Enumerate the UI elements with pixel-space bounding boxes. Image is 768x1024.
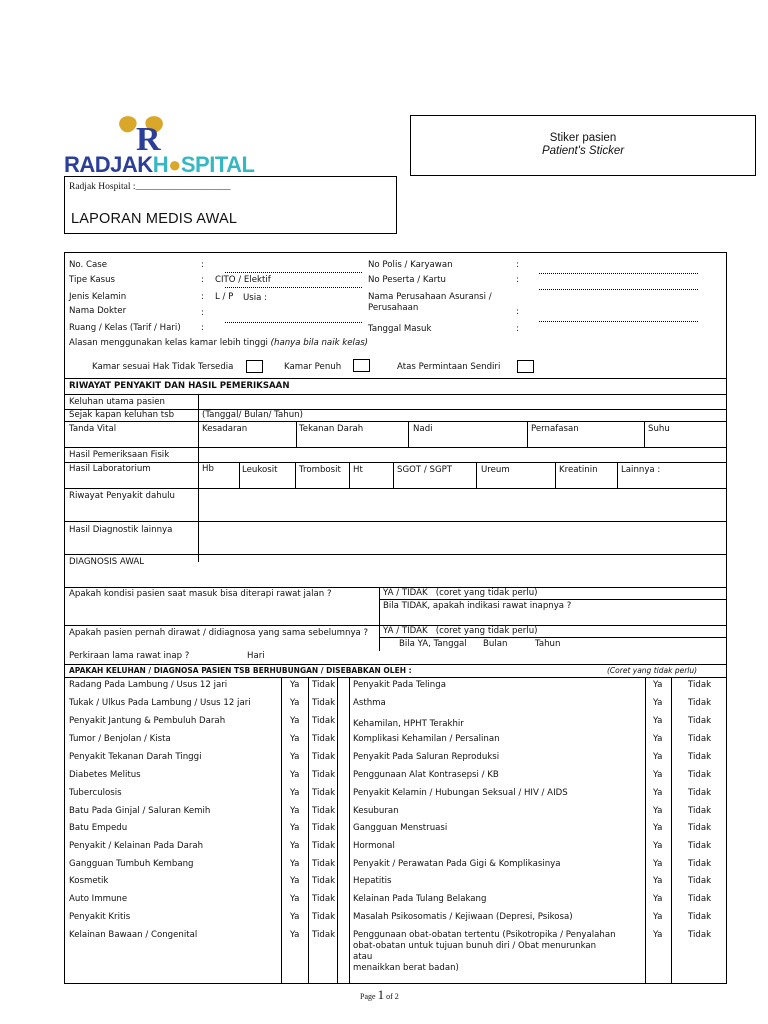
lab-ureum: Ureum — [481, 465, 510, 475]
condition-left-tidak[interactable]: Tidak — [312, 806, 336, 816]
no-peserta-field[interactable] — [539, 289, 698, 290]
condition-right-tidak[interactable]: Tidak — [688, 788, 712, 798]
medical-form — [64, 252, 727, 984]
label-laboratorium: Hasil Laboratorium — [69, 464, 151, 474]
coret-note: (Coret yang tidak perlu) — [607, 666, 698, 675]
jenis-kelamin-value[interactable]: L / P — [215, 292, 234, 302]
logo-text-spital: SPITAL — [180, 152, 255, 177]
label-suhu: Suhu — [648, 424, 670, 434]
colon: : — [201, 292, 204, 302]
sejak-value[interactable]: (Tanggal/ Bulan/ Tahun) — [202, 410, 303, 420]
label-tekanan-darah: Tekanan Darah — [299, 424, 364, 434]
question-dirawat-sebelumnya: Apakah pasien pernah dirawat / didiagnosa yang sama sebelumnya ? — [69, 628, 369, 638]
condition-left-tidak[interactable]: Tidak — [312, 841, 336, 851]
answer-dirawat-sebelumnya[interactable]: YA / TIDAK (coret yang tidak perlu) — [383, 626, 538, 636]
section-apakah: APAKAH KELUHAN / DIAGNOSA PASIEN TSB BERHUBUNGAN / DISEBABKAN OLEH : — [69, 666, 412, 675]
condition-right-ya[interactable]: Ya — [653, 752, 663, 762]
label-pemeriksaan-fisik: Hasil Pemeriksaan Fisik — [69, 450, 170, 460]
condition-right: Masalah Psikosomatis / Kejiwaan (Depresi, Psikosa) — [353, 912, 573, 922]
condition-right-tidak[interactable]: Tidak — [688, 770, 712, 780]
condition-left-ya[interactable]: Ya — [290, 823, 300, 833]
colon: : — [516, 307, 519, 317]
page-footer: Page 1 of 2 — [360, 987, 399, 1002]
condition-right-tidak[interactable]: Tidak — [688, 752, 712, 762]
condition-right-tidak[interactable]: Tidak — [688, 930, 712, 940]
lab-lainnya: Lainnya : — [621, 465, 661, 475]
condition-right-ya[interactable]: Ya — [653, 859, 663, 869]
lab-kreatinin: Kreatinin — [559, 465, 598, 475]
label-bila-ya-tanggal: Bila YA, Tanggal — [399, 639, 467, 649]
label-riwayat-dahulu: Riwayat Penyakit dahulu — [69, 491, 175, 501]
no-polis-field[interactable] — [539, 273, 698, 274]
lab-trombosit: Trombosit — [299, 465, 341, 475]
condition-left: Radang Pada Lambung / Usus 12 jari — [69, 680, 228, 690]
condition-right: Kehamilan, HPHT Terakhir — [353, 719, 464, 729]
condition-right-tidak[interactable]: Tidak — [688, 912, 712, 922]
condition-left-ya[interactable]: Ya — [290, 912, 300, 922]
condition-left: Auto Immune — [69, 894, 128, 904]
label-kesadaran: Kesadaran — [202, 424, 248, 434]
condition-left-tidak[interactable]: Tidak — [312, 680, 336, 690]
label-no-case: No. Case — [69, 260, 108, 270]
condition-left-tidak[interactable]: Tidak — [312, 770, 336, 780]
label-diagnosis-awal: DIAGNOSIS AWAL — [69, 557, 145, 567]
label-usia: Usia : — [243, 293, 268, 303]
condition-left: Penyakit Tekanan Darah Tinggi — [69, 752, 202, 762]
colon: : — [201, 275, 204, 285]
tipe-kasus-field[interactable] — [225, 287, 362, 288]
colon: : — [201, 323, 204, 333]
condition-left: Gangguan Tumbuh Kembang — [69, 859, 194, 869]
condition-left-tidak[interactable]: Tidak — [312, 716, 336, 726]
condition-left: Penyakit Jantung & Pembuluh Darah — [69, 716, 226, 726]
condition-right: Kesuburan — [353, 806, 399, 816]
condition-right-ya[interactable]: Ya — [653, 841, 663, 851]
label-tahun: Tahun — [535, 639, 561, 649]
section-riwayat: RIWAYAT PENYAKIT DAN HASIL PEMERIKSAAN — [69, 381, 290, 391]
condition-left: Diabetes Melitus — [69, 770, 141, 780]
label-nadi: Nadi — [413, 424, 433, 434]
alasan-label: Alasan menggunakan kelas kamar lebih tinggi (hanya bila naik kelas) — [69, 338, 369, 348]
lab-leukosit: Leukosit — [242, 465, 278, 475]
condition-left-ya[interactable]: Ya — [290, 680, 300, 690]
condition-left-tidak[interactable]: Tidak — [312, 912, 336, 922]
answer-rawat-jalan[interactable]: YA / TIDAK (coret yang tidak perlu) — [383, 588, 538, 598]
condition-left: Tuberculosis — [69, 788, 122, 798]
condition-right-ya[interactable]: Ya — [653, 876, 663, 886]
option-kamar-penuh: Kamar Penuh — [284, 362, 342, 372]
colon: : — [201, 308, 204, 318]
condition-left-tidak[interactable]: Tidak — [312, 859, 336, 869]
condition-right-ya[interactable]: Ya — [653, 698, 663, 708]
checkbox-kamar-penuh[interactable] — [353, 359, 370, 372]
condition-right-tidak[interactable]: Tidak — [688, 894, 712, 904]
condition-right: Hormonal — [353, 841, 395, 851]
label-hari: Hari — [247, 651, 265, 661]
condition-right: Komplikasi Kehamilan / Persalinan — [353, 734, 500, 744]
condition-right-tidak[interactable]: Tidak — [688, 680, 712, 690]
condition-right-ya[interactable]: Ya — [653, 716, 663, 726]
condition-left-ya[interactable]: Ya — [290, 806, 300, 816]
condition-left-tidak[interactable]: Tidak — [312, 734, 336, 744]
option-kamar-tidak-tersedia: Kamar sesuai Hak Tidak Tersedia — [92, 362, 234, 372]
condition-left: Kosmetik — [69, 876, 109, 886]
label-tanggal-masuk: Tanggal Masuk — [368, 324, 432, 334]
sticker-label: Stiker pasien — [549, 132, 617, 144]
label-no-polis: No Polis / Karyawan — [368, 260, 453, 270]
label-nama-perusahaan: Nama Perusahaan Asuransi / — [368, 292, 492, 302]
label-sejak: Sejak kapan keluhan tsb — [69, 410, 175, 420]
question-rawat-jalan: Apakah kondisi pasien saat masuk bisa diterapi rawat jalan ? — [69, 589, 332, 599]
logo-text-o: ● — [168, 152, 181, 177]
condition-right: Penyakit / Perawatan Pada Gigi & Komplikasinya — [353, 859, 561, 869]
condition-left-ya[interactable]: Ya — [290, 859, 300, 869]
condition-left-tidak[interactable]: Tidak — [312, 788, 336, 798]
condition-left-tidak[interactable]: Tidak — [312, 930, 336, 940]
checkbox-kamar-tidak-tersedia[interactable] — [246, 360, 263, 373]
checkbox-permintaan-sendiri[interactable] — [517, 360, 534, 373]
condition-right-ya[interactable]: Ya — [653, 806, 663, 816]
no-case-field[interactable] — [225, 272, 362, 273]
condition-left: Tumor / Benjolan / Kista — [69, 734, 171, 744]
label-tipe-kasus: Tipe Kasus — [69, 275, 115, 285]
nama-dokter-field[interactable] — [225, 322, 362, 323]
condition-right-last-line: Penggunaan obat-obatan tertentu (Psikotropika / Penyalahan — [353, 930, 616, 940]
label-keluhan: Keluhan utama pasien — [69, 397, 165, 407]
report-header-box — [64, 176, 397, 234]
condition-right-ya[interactable]: Ya — [653, 823, 663, 833]
condition-right-ya[interactable]: Ya — [653, 788, 663, 798]
condition-right-tidak[interactable]: Tidak — [688, 698, 712, 708]
condition-right-tidak[interactable]: Tidak — [688, 734, 712, 744]
condition-right-last-line: atau — [353, 952, 373, 962]
label-diagnostik-lainnya: Hasil Diagnostik lainnya — [69, 525, 173, 535]
condition-right: Penggunaan Alat Kontrasepsi / KB — [353, 770, 499, 780]
hospital-logo — [64, 114, 278, 178]
condition-right-tidak[interactable]: Tidak — [688, 876, 712, 886]
label-perkiraan-rawat: Perkiraan lama rawat inap ? — [69, 651, 190, 661]
condition-left: Penyakit Kritis — [69, 912, 131, 922]
label-tanda-vital: Tanda Vital — [69, 424, 117, 434]
tipe-kasus-value[interactable]: CITO / Elektif — [215, 275, 271, 285]
condition-left-ya[interactable]: Ya — [290, 698, 300, 708]
condition-right: Gangguan Menstruasi — [353, 823, 448, 833]
colon: : — [201, 260, 204, 270]
condition-right-ya[interactable]: Ya — [653, 894, 663, 904]
svg-text:R: R — [136, 121, 161, 158]
condition-left-ya[interactable]: Ya — [290, 734, 300, 744]
label-pernafasan: Pernafasan — [531, 424, 579, 434]
condition-left-ya[interactable]: Ya — [290, 788, 300, 798]
condition-left-tidak[interactable]: Tidak — [312, 894, 336, 904]
condition-right-ya[interactable]: Ya — [653, 912, 663, 922]
condition-right: Penyakit Pada Telinga — [353, 680, 446, 690]
label-nama-dokter: Nama Dokter — [69, 306, 127, 316]
option-permintaan-sendiri: Atas Permintaan Sendiri — [397, 362, 501, 372]
condition-right-ya[interactable]: Ya — [653, 930, 663, 940]
colon: : — [516, 260, 519, 270]
condition-right-last-line: obat-obatan untuk tujuan bunuh diri / Obat menurunkan — [353, 941, 597, 951]
condition-left: Batu Pada Ginjal / Saluran Kemih — [69, 806, 211, 816]
condition-right-ya[interactable]: Ya — [653, 770, 663, 780]
condition-right-ya[interactable]: Ya — [653, 734, 663, 744]
condition-right-tidak[interactable]: Tidak — [688, 841, 712, 851]
condition-right-tidak[interactable]: Tidak — [688, 859, 712, 869]
colon: : — [516, 324, 519, 334]
condition-right-tidak[interactable]: Tidak — [688, 823, 712, 833]
condition-left: Penyakit / Kelainan Pada Darah — [69, 841, 204, 851]
sticker-label-en: Patient's Sticker — [541, 145, 625, 158]
condition-left-ya[interactable]: Ya — [290, 894, 300, 904]
condition-left-tidak[interactable]: Tidak — [312, 752, 336, 762]
condition-right: Penyakit Pada Saluran Reproduksi — [353, 752, 500, 762]
label-bila-tidak: Bila TIDAK, apakah indikasi rawat inapnya ? — [383, 601, 572, 611]
condition-left: Kelainan Bawaan / Congenital — [69, 930, 198, 940]
hospital-line: Radjak Hospital :____________________ — [69, 182, 231, 192]
logo-text-h: H — [152, 152, 169, 177]
condition-left-tidak[interactable]: Tidak — [312, 876, 336, 886]
condition-right-ya[interactable]: Ya — [653, 680, 663, 690]
lab-hb: Hb — [202, 464, 214, 474]
label-ruang: Ruang / Kelas (Tarif / Hari) — [69, 323, 181, 333]
perusahaan-field[interactable] — [539, 321, 698, 322]
condition-right: Kelainan Pada Tulang Belakang — [353, 894, 487, 904]
condition-right: Asthma — [353, 698, 386, 708]
lab-ht: Ht — [353, 465, 363, 475]
condition-left: Batu Empedu — [69, 823, 128, 833]
condition-left-ya[interactable]: Ya — [290, 770, 300, 780]
colon: : — [516, 275, 519, 285]
patient-sticker-box — [410, 115, 756, 176]
condition-left-ya[interactable]: Ya — [290, 716, 300, 726]
condition-left-ya[interactable]: Ya — [290, 841, 300, 851]
condition-right-last-line: menaikkan berat badan) — [353, 963, 459, 973]
condition-left-ya[interactable]: Ya — [290, 930, 300, 940]
condition-right: Penyakit Kelamin / Hubungan Seksual / HIV / AIDS — [353, 788, 568, 798]
condition-right-tidak[interactable]: Tidak — [688, 716, 712, 726]
label-perusahaan: Perusahaan — [368, 303, 419, 313]
lab-sgot-sgpt: SGOT / SGPT — [397, 465, 453, 475]
label-jenis-kelamin: Jenis Kelamin — [69, 292, 127, 302]
condition-left: Tukak / Ulkus Pada Lambung / Usus 12 jari — [69, 698, 251, 708]
page-title: LAPORAN MEDIS AWAL — [71, 211, 238, 227]
condition-left-tidak[interactable]: Tidak — [312, 698, 336, 708]
condition-left-ya[interactable]: Ya — [290, 876, 300, 886]
logo-text-radjak: RADJAK — [64, 152, 153, 177]
condition-left-tidak[interactable]: Tidak — [312, 823, 336, 833]
label-bulan: Bulan — [483, 639, 508, 649]
label-no-peserta: No Peserta / Kartu — [368, 275, 446, 285]
condition-right: Hepatitis — [353, 876, 392, 886]
condition-right-tidak[interactable]: Tidak — [688, 806, 712, 816]
condition-left-ya[interactable]: Ya — [290, 752, 300, 762]
